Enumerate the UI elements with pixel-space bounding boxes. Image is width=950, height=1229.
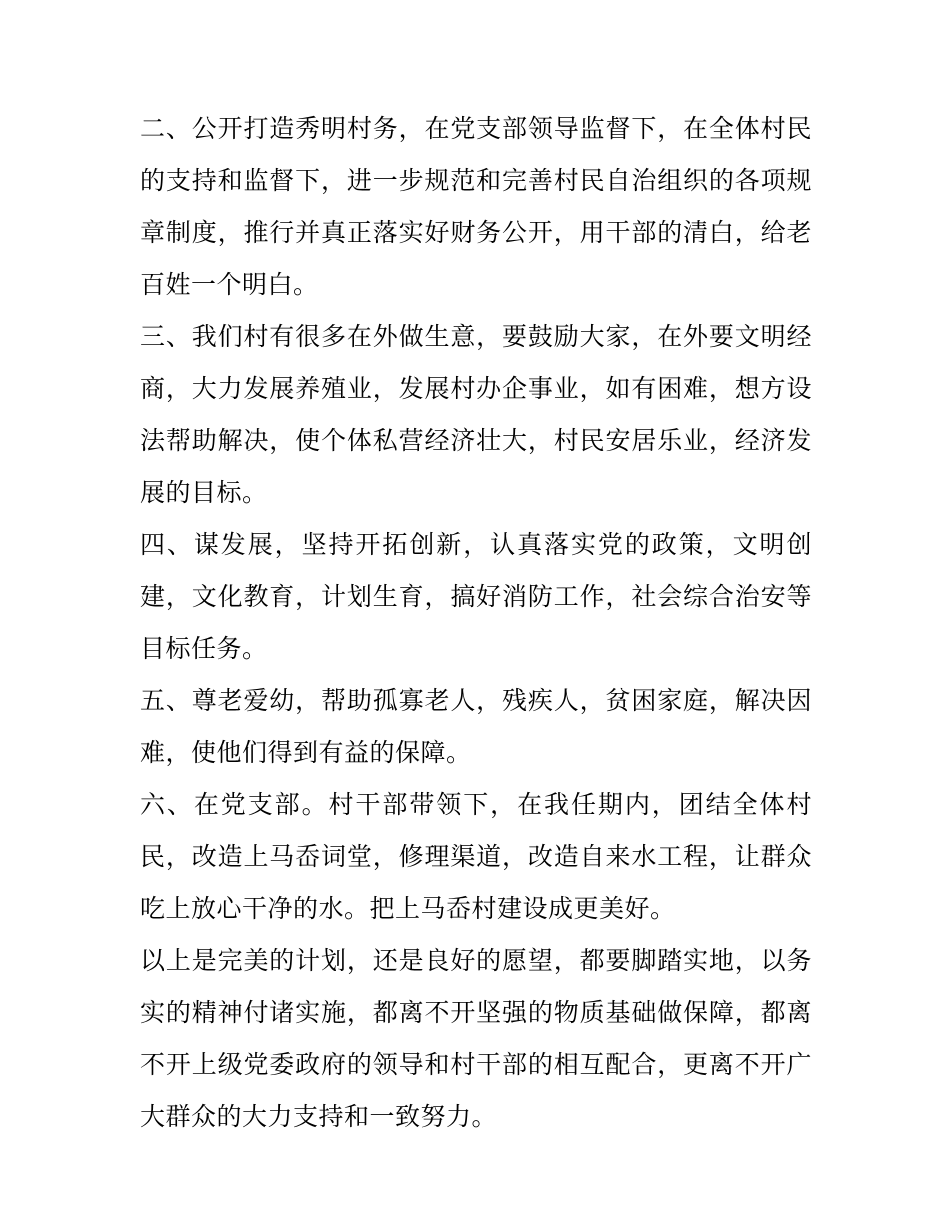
paragraph-three: 三、我们村有很多在外做生意，要鼓励大家，在外要文明经商，大力发展养殖业，发展村办企事业，如有困难，想方设法帮助解决，使个体私营经济壮大，村民安居乐业，经济发展的目标。 <box>140 322 812 507</box>
paragraph-five: 五、尊老爱幼，帮助孤寡老人，残疾人，贫困家庭，解决因难，使他们得到有益的保障。 <box>140 686 812 767</box>
document-body <box>140 103 812 1143</box>
paragraph-four: 四、谋发展，坚持开拓创新，认真落实党的政策，文明创建，文化教育，计划生育，搞好消防工作，社会综合治安等目标任务。 <box>140 530 812 663</box>
paragraph-two: 二、公开打造秀明村务，在党支部领导监督下，在全体村民的支持和监督下，进一步规范和完善村民自治组织的各项规章制度，推行并真正落实好财务公开，用干部的清白，给老百姓一个明白。 <box>140 114 812 299</box>
paragraph-six: 六、在党支部。村干部带领下，在我任期内，团结全体村民，改造上马岙词堂，修理渠道，改造自来水工程，让群众吃上放心干净的水。把上马岙村建设成更美好。 <box>140 790 812 923</box>
paragraph-conclusion: 以上是完美的计划，还是良好的愿望，都要脚踏实地，以务实的精神付诸实施，都离不开坚强的物质基础做保障，都离不开上级党委政府的领导和村干部的相互配合，更离不开广大群众的大力支持和一致努力。 <box>140 946 812 1131</box>
